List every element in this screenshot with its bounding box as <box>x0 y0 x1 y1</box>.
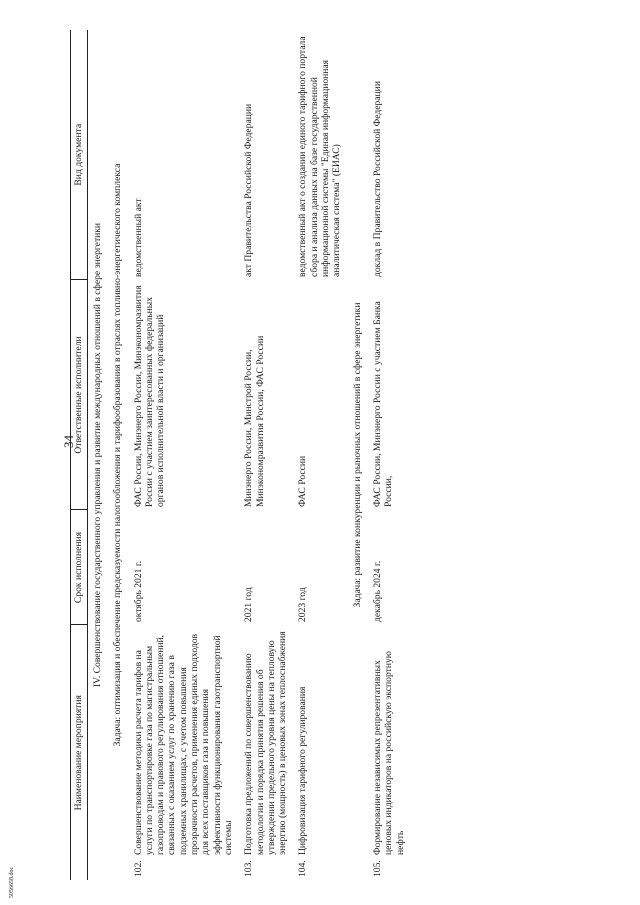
table-row <box>293 30 347 880</box>
header-deadline: Срок исполнения <box>71 510 88 625</box>
page-number: 34 <box>61 435 76 448</box>
row-number: 105. <box>371 860 383 877</box>
section-row <box>88 30 109 880</box>
deadline-cell: 2021 год <box>243 587 255 622</box>
measure-cell <box>239 625 293 880</box>
table-row <box>368 30 411 880</box>
task-row <box>348 30 368 880</box>
section-title: IV. Совершенствование государственного управления и развитие международных отношений в сфере энергетики <box>92 222 103 688</box>
row-number: 102. <box>132 860 144 877</box>
executors-cell: ФАС России <box>297 455 309 507</box>
row-number: 104. <box>297 860 309 877</box>
deadline-cell: 2023 год <box>297 587 309 622</box>
executors-cell: ФАС России, Минэнерго России, Минэкономразвития России с участием заинтересованных федеральных органов исполнительной власти и организаций <box>132 285 167 507</box>
table-row <box>129 30 240 880</box>
measure-cell <box>293 625 347 880</box>
header-measure-name: Наименование мероприятия <box>71 625 88 880</box>
executors-cell: ФАС России, Минэнерго России с участием Банка России, <box>371 301 395 507</box>
executors-cell: Минэнерго России, Минстрой России, Минэкономразвития России, ФАС России <box>243 335 266 507</box>
doc-type-cell: ведомственный акт о создании единого тарифного портала сбора и анализа данных на базе государственной информационной системы "Единая информационная аналитическая система" (ЕИАС) <box>297 36 343 277</box>
task-row <box>108 30 128 880</box>
table-row <box>239 30 293 880</box>
doc-type-cell: доклад в Правительство Российской Федерации <box>371 81 383 277</box>
header-executors: Ответственные исполнители <box>71 280 88 510</box>
document-file-code: 5056658.doc <box>9 866 15 898</box>
table-header-row <box>71 30 88 880</box>
doc-type-cell: ведомственный акт <box>132 198 144 277</box>
measure-cell <box>129 625 240 880</box>
measures-table <box>70 30 411 880</box>
task-title-1: Задача: оптимизация и обеспечение предсказуемости налогообложения и тарифообразования в отраслях топливно-энергетического комплекса <box>112 163 124 747</box>
measure-title: Подготовка предложений по совершенствованию методологии и порядка принятия решения об утверждении предельного уровня цены на тепловую энергию (мощность) в ценовых зонах теплоснабжения <box>243 631 289 855</box>
row-number: 103. <box>243 860 255 877</box>
rotated-table-block <box>70 30 530 880</box>
measure-title: Совершенствование методики расчета тарифов на услуги по транспортировке газа по магистральным газопроводам и правового регулирования отношений, связанных с оказанием услуг по хранению газа в подземных хранилищах, с учетом повышения прозрачности расчетов, применения единых подходов для всех поставщиков газа и повышения эффективности функционирования газотранспортной системы <box>132 633 234 855</box>
measure-title: Формирование независимых репрезентативных ценовых индикаторов на российскую экспортную нефть <box>371 651 406 855</box>
measure-title: Цифровизация тарифного регулирования <box>297 686 309 855</box>
measure-cell <box>368 625 411 880</box>
task-title-2: Задача: развитие конкуренции и рыночных отношений в сфере энергетики <box>351 302 363 608</box>
deadline-cell: октябрь 2021 г. <box>132 560 144 622</box>
header-doc-type: Вид документа <box>71 30 88 280</box>
doc-type-cell: акт Правительства Российской Федерации <box>243 103 255 277</box>
deadline-cell: декабрь 2024 г. <box>371 560 383 622</box>
